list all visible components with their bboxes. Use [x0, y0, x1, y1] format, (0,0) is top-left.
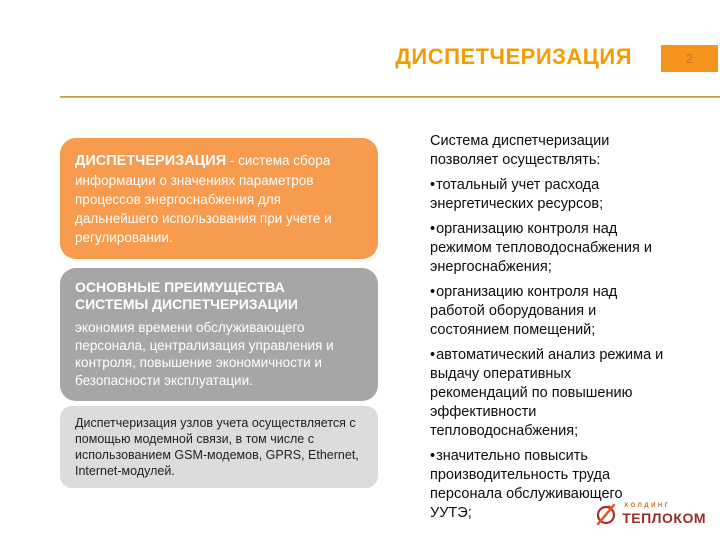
advantages-heading-line1: ОСНОВНЫЕ ПРЕИМУЩЕСТВА — [75, 279, 285, 295]
bullet-icon: • — [430, 448, 436, 464]
advantages-text: экономия времени обслуживающего персонала, централизация управления и контроля, повышение экономичности и безопасности эксплуатации. — [75, 320, 334, 388]
capabilities-intro: Система диспетчеризации позволяет осуществлять: — [430, 133, 610, 168]
note-text: Диспетчеризация узлов учета осуществляется с помощью модемной связи, в том числе с использованием GSM-модемов, GPRS, Ethernet, Internet-модулей. — [75, 416, 359, 478]
bullet-icon: • — [430, 347, 436, 363]
advantages-heading — [75, 279, 364, 313]
logo-text — [622, 503, 706, 525]
list-item — [430, 346, 668, 441]
bullet-icon: • — [430, 221, 436, 237]
company-logo — [594, 502, 706, 526]
list-item-text: значительно повысить производительность труда персонала обслуживающего УУТЭ; — [430, 448, 623, 521]
logo-small-caption: ХОЛДИНГ — [624, 503, 671, 509]
list-item-text: автоматический анализ режима и выдачу оперативных рекомендаций по повышению эффективности тепловодоснабжения; — [430, 347, 664, 439]
list-item-text: организацию контроля над работой оборудования и состоянием помещений; — [430, 284, 618, 338]
bullet-icon: • — [430, 177, 436, 193]
advantages-heading-line2: СИСТЕМЫ ДИСПЕТЧЕРИЗАЦИИ — [75, 296, 298, 312]
note-box — [60, 406, 378, 488]
definition-box — [60, 138, 378, 259]
definition-term: ДИСПЕТЧЕРИЗАЦИЯ — [75, 153, 227, 169]
slide-title: ДИСПЕТЧЕРИЗАЦИЯ — [395, 44, 632, 69]
bullet-icon: • — [430, 284, 436, 300]
capabilities-column — [430, 132, 668, 529]
list-item-text: тотальный учет расхода энергетических ресурсов; — [430, 177, 604, 212]
page-number-badge — [661, 45, 718, 72]
definition-text: - система сбора информации о значениях параметров процессов энергоснабжения для дальнейшего использования при учете и регулировании. — [75, 153, 332, 245]
list-item — [430, 220, 668, 277]
list-item — [430, 283, 668, 340]
header-divider — [60, 96, 720, 98]
page-number: 2 — [685, 51, 694, 66]
list-item-text: организацию контроля над режимом тепловодоснабжения и энергоснабжения; — [430, 221, 653, 275]
capabilities-list — [430, 176, 668, 523]
list-item — [430, 176, 668, 214]
teplokom-logo-icon — [594, 502, 618, 526]
logo-company-name: ТЕПЛОКОМ — [622, 510, 706, 526]
advantages-box — [60, 268, 378, 401]
